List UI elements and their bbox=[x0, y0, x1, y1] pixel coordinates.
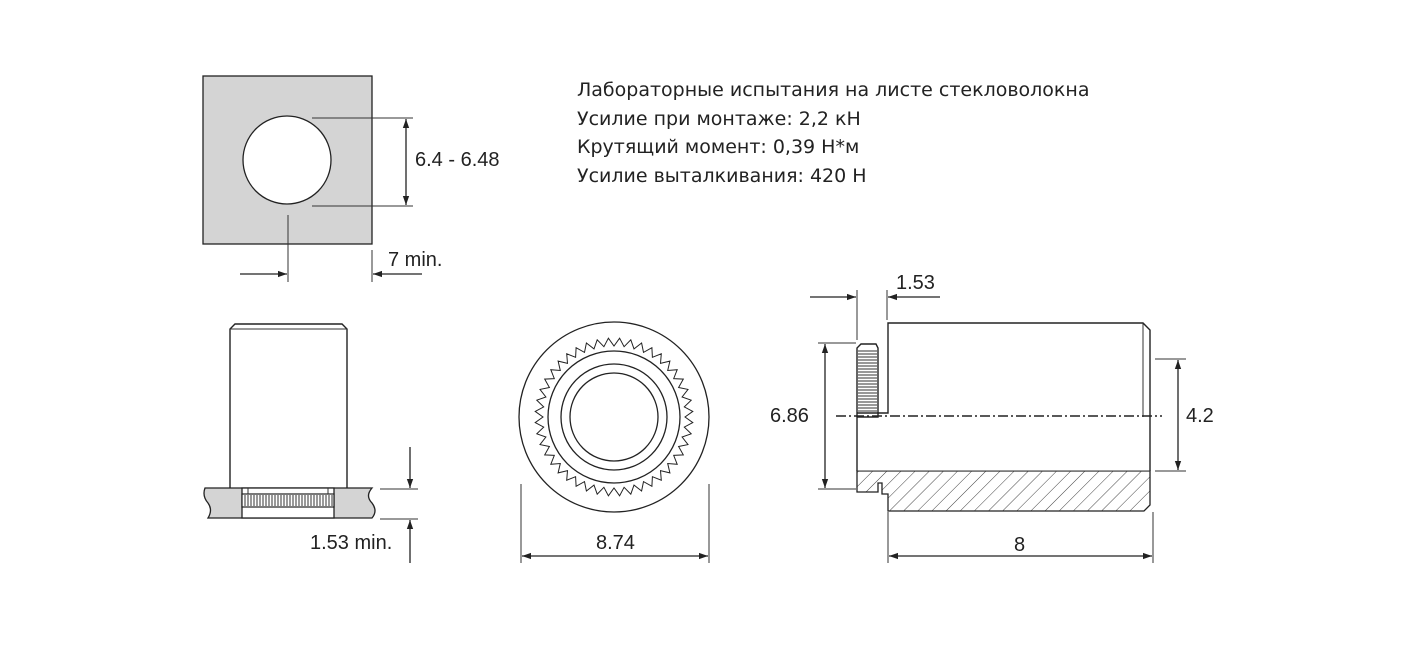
thread-diameter-label: 4.2 bbox=[1186, 405, 1214, 427]
mounting-hole bbox=[243, 116, 331, 204]
hole-diameter-label: 6.4 - 6.48 bbox=[415, 149, 500, 171]
overall-length-label: 8 bbox=[1014, 534, 1026, 556]
installed-side-view bbox=[204, 324, 418, 563]
outer-diameter-label: 8.74 bbox=[596, 532, 635, 554]
section-view bbox=[770, 272, 1214, 563]
fastener-body bbox=[230, 324, 347, 488]
hatched-section bbox=[857, 471, 1150, 511]
shank-length-label: 1.53 bbox=[896, 272, 935, 294]
head-diameter-label: 6.86 bbox=[770, 405, 809, 427]
note-line-2: Усилие при монтаже: 2,2 кН bbox=[577, 107, 861, 130]
note-line-4: Усилие выталкивания: 420 Н bbox=[577, 164, 867, 187]
note-line-3: Крутящий момент: 0,39 Н*м bbox=[577, 136, 860, 158]
end-view bbox=[519, 322, 709, 563]
sheet-hole-view bbox=[203, 76, 500, 282]
body-upper-outline bbox=[857, 323, 1150, 471]
sheet-thickness-label: 1.53 min. bbox=[310, 532, 393, 554]
note-line-1: Лабораторные испытания на листе стекловолокна bbox=[577, 79, 1090, 101]
head-knurl-lines bbox=[858, 351, 877, 411]
edge-distance-label: 7 min. bbox=[388, 249, 443, 271]
bore-inner-circle bbox=[570, 373, 658, 461]
